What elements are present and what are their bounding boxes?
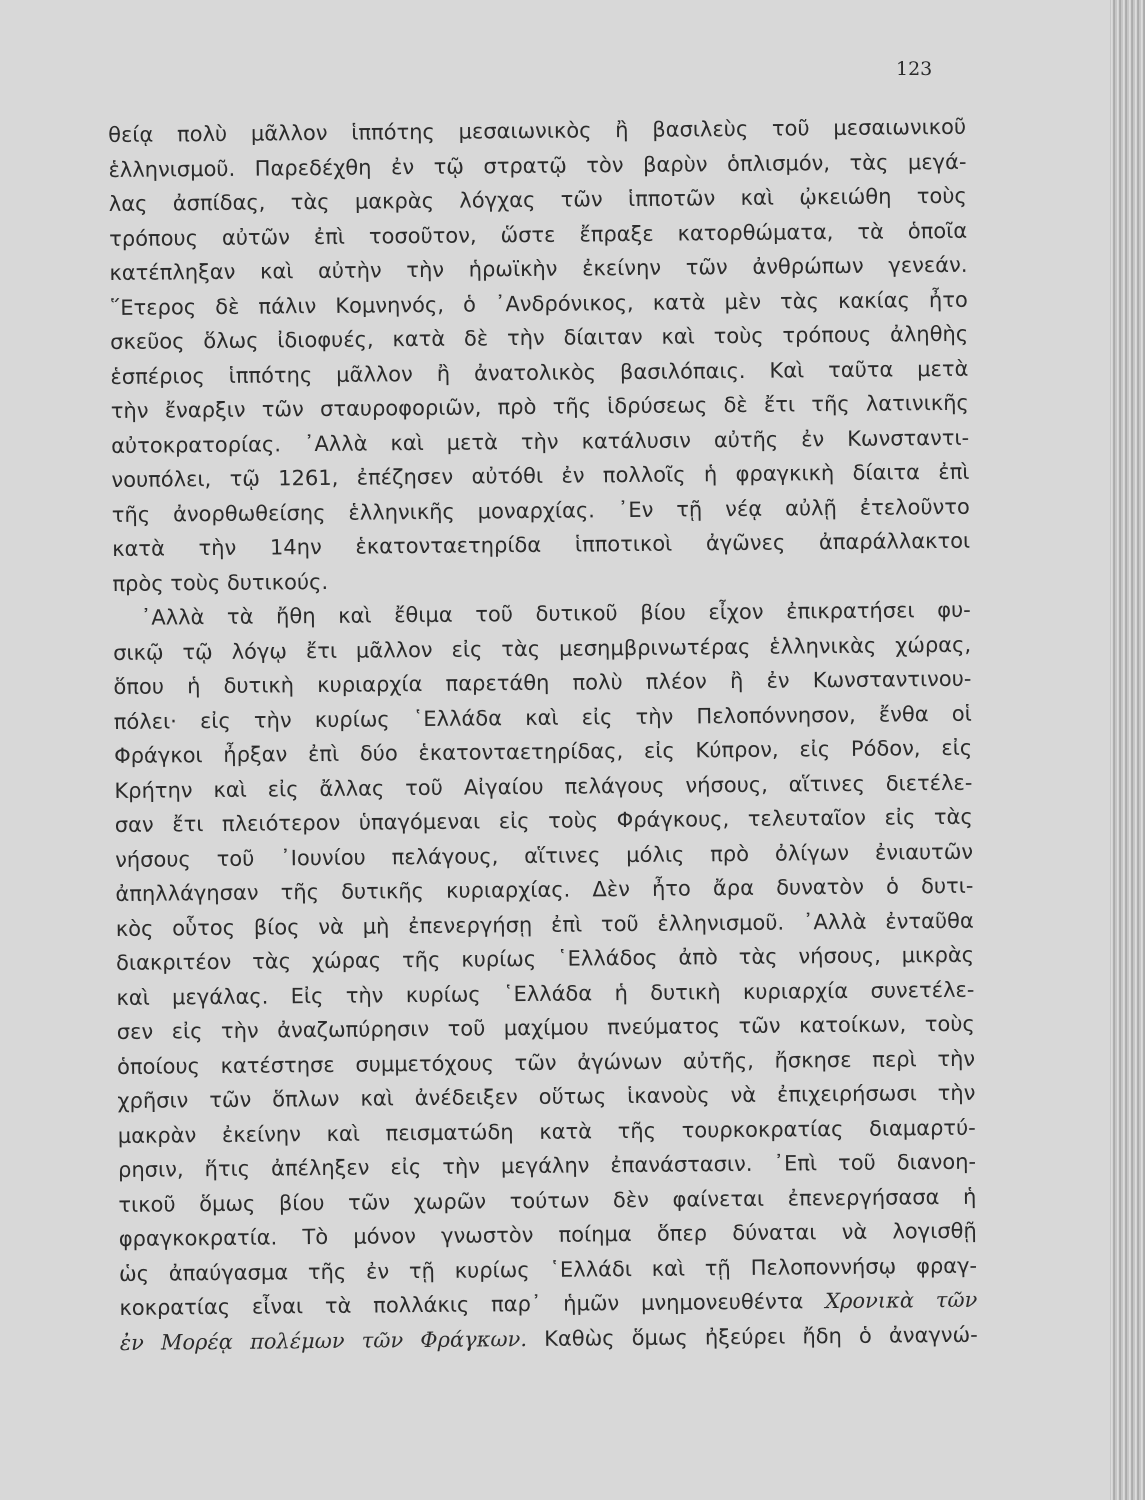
text-line: νουπόλει, τῷ 1261, ἐπέζησεν αὐτόθι ἐν πολλοῖς ἡ φραγκικὴ δίαιτα ἐπὶ <box>111 459 970 492</box>
text-line: ὡς ἀπαύγασμα τῆς ἐν τῇ κυρίως ῾Ελλάδι καὶ τῇ Πελοποννήσῳ φραγ- <box>118 1253 978 1286</box>
text-line: αὐτοκρατορίας. ᾿Αλλὰ καὶ μετὰ τὴν κατάλυσιν αὐτῆς ἐν Κωνσταντι- <box>111 425 970 458</box>
text-line: νήσους τοῦ ᾿Ιουνίου πελάγους, αἵτινες μόλις πρὸ ὀλίγων ἐνιαυτῶν <box>115 839 974 872</box>
text-line: σαν ἔτι πλειότερον ὑπαγόμεναι εἰς τοὺς Φράγκους, τελευταῖον εἰς τὰς <box>114 804 973 837</box>
text-line: τικοῦ ὅμως βίου τῶν χωρῶν τούτων δὲν φαίνεται ἐπενεργήσασα ἡ <box>118 1184 977 1217</box>
text-line: χρῆσιν τῶν ὅπλων καὶ ἀνέδειξεν οὕτως ἱκανοὺς νὰ ἐπιχειρήσωσι τὴν <box>117 1080 976 1113</box>
text-line: ἑλληνισμοῦ. Παρεδέχθη ἐν τῷ στρατῷ τὸν βαρὺν ὁπλισμόν, τὰς μεγά- <box>108 149 967 182</box>
text-line: Κρήτην καὶ εἰς ἄλλας τοῦ Αἰγαίου πελάγους νήσους, αἵτινες διετέλε- <box>114 770 973 803</box>
text-line: φραγκοκρατία. Τὸ μόνον γνωστὸν ποίημα ὅπερ δύναται νὰ λογισθῇ <box>118 1218 977 1251</box>
text-line: σεν εἰς τὴν ἀναζωπύρησιν τοῦ μαχίμου πνεύματος τῶν κατοίκων, τοὺς <box>116 1011 975 1044</box>
text-span: Καθὼς ὅμως ἠξεύρει ἤδη ὁ ἀναγνώ- <box>544 1322 978 1351</box>
text-line: ὅπου ἡ δυτικὴ κυριαρχία παρετάθη πολὺ πλέον ἢ ἐν Κωνσταντινου- <box>113 666 972 699</box>
text-line: ὁποίους κατέστησε συμμετόχους τῶν ἀγώνων αὐτῆς, ἤσκησε περὶ τὴν <box>116 1046 976 1079</box>
page-edges <box>1110 0 1145 1500</box>
text-line: διακριτέον τὰς χώρας τῆς κυρίως ῾Ελλάδος ἀπὸ τὰς νήσους, μικρὰς <box>115 942 975 975</box>
body-text <box>108 110 978 1360</box>
text-line: καὶ μεγάλας. Εἰς τὴν κυρίως ῾Ελλάδα ἡ δυτικὴ κυριαρχία συνετέλε- <box>116 977 975 1010</box>
italic-title-span: Χρονικὰ τῶν <box>825 1287 978 1314</box>
page-number: 123 <box>896 58 933 80</box>
text-line: Φράγκοι ἦρξαν ἐπὶ δύο ἑκατονταετηρίδας, εἰς Κύπρον, εἰς Ρόδον, εἰς <box>114 735 973 768</box>
text-line: θείᾳ πολὺ μᾶλλον ἱππότης μεσαιωνικὸς ἢ βασιλεὺς τοῦ μεσαιωνικοῦ <box>108 114 967 147</box>
text-line: ῞Ετερος δὲ πάλιν Κομνηνός, ὁ ᾿Ανδρόνικος, κατὰ μὲν τὰς κακίας ἦτο <box>109 287 968 320</box>
text-line: ἑσπέριος ἱππότης μᾶλλον ἢ ἀνατολικὸς βασιλόπαις. Καὶ ταῦτα μετὰ <box>110 356 969 389</box>
text-line: πόλει· εἰς τὴν κυρίως ῾Ελλάδα καὶ εἰς τὴν Πελοπόννησον, ἔνθα οἱ <box>113 701 972 734</box>
text-span: κοκρατίας εἶναι τὰ πολλάκις παρ᾿ ἡμῶν μνημονευθέντα <box>119 1289 804 1320</box>
text-line: πρὸς τοὺς δυτικούς. <box>112 569 329 596</box>
text-line: λας ἀσπίδας, τὰς μακρὰς λόγχας τῶν ἱπποτῶν καὶ ᾠκειώθη τοὺς <box>108 183 967 216</box>
text-line: τρόπους αὐτῶν ἐπὶ τοσοῦτον, ὥστε ἔπραξε κατορθώματα, τὰ ὁποῖα <box>109 218 968 251</box>
text-line: σικῷ τῷ λόγῳ ἔτι μᾶλλον εἰς τὰς μεσημβρινωτέρας ἑλληνικὰς χώρας, <box>113 632 972 665</box>
text-line: μακρὰν ἐκείνην καὶ πεισματώδη κατὰ τῆς τουρκοκρατίας διαμαρτύ- <box>117 1115 976 1148</box>
text-line: τῆς ἀνορθωθείσης ἑλληνικῆς μοναρχίας. ᾿Εν τῇ νέᾳ αὐλῇ ἐτελοῦντο <box>111 494 970 527</box>
text-line: κατὰ τὴν 14ην ἑκατονταετηρίδα ἱπποτικοὶ ἀγῶνες ἀπαράλλακτοι <box>112 528 971 561</box>
paragraph-start-line: ᾿Αλλὰ τὰ ἤθη καὶ ἔθιμα τοῦ δυτικοῦ βίου εἶχον ἐπικρατήσει φυ- <box>140 597 971 630</box>
italic-title-span: ἐν Μορέᾳ πολέμων τῶν Φράγκων. <box>119 1326 528 1355</box>
text-line: κὸς οὗτος βίος νὰ μὴ ἐπενεργήσῃ ἐπὶ τοῦ ἑλληνισμοῦ. ᾿Αλλὰ ἐνταῦθα <box>115 908 974 941</box>
text-line: ρησιν, ἥτις ἀπέληξεν εἰς τὴν μεγάλην ἐπανάστασιν. ᾿Επὶ τοῦ διανοη- <box>117 1149 977 1182</box>
text-line: τὴν ἔναρξιν τῶν σταυροφοριῶν, πρὸ τῆς ἱδρύσεως δὲ ἔτι τῆς λατινικῆς <box>110 390 969 423</box>
text-line: κατέπληξαν καὶ αὐτὴν τὴν ἡρωϊκὴν ἐκείνην τῶν ἀνθρώπων γενεάν. <box>109 252 968 285</box>
text-line: ἀπηλλάγησαν τῆς δυτικῆς κυριαρχίας. Δὲν ἦτο ἄρα δυνατὸν ὁ δυτι- <box>115 873 974 906</box>
text-line: σκεῦος ὅλως ἰδιοφυές, κατὰ δὲ τὴν δίαιταν καὶ τοὺς τρόπους ἀληθὴς <box>110 321 969 354</box>
